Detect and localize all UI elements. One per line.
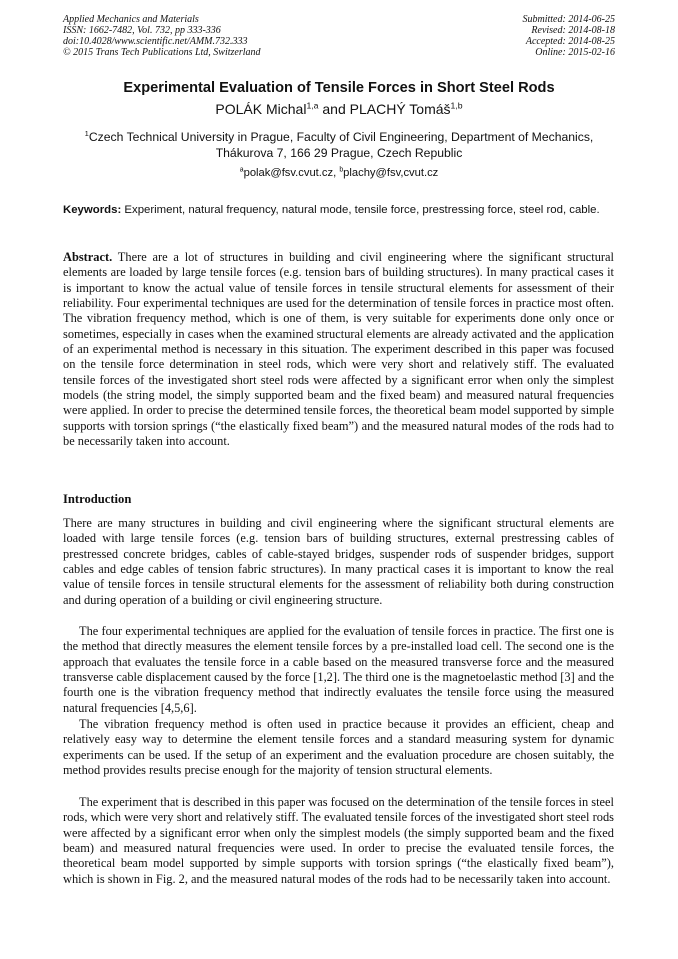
online-date: Online: 2015-02-16	[535, 47, 615, 58]
keywords	[63, 203, 613, 218]
abstract	[63, 250, 614, 449]
issn-line: ISSN: 1662-7482, Vol. 732, pp 333-336	[63, 25, 221, 36]
publication-dates	[523, 14, 616, 58]
keywords-text: Experiment, natural frequency, natural mode, tensile force, prestressing force, steel rod, cable.	[121, 204, 600, 216]
submitted-date: Submitted: 2014-06-25	[522, 14, 615, 25]
intro-paragraph-4: The experiment that is described in this paper was focused on the determination of the tensile forces in steel rods, which were very short and relatively stiff. The evaluated tensile forces of the investigated short steel rods were affected by a significant error when only the simplest models (the simply supported beam and the fixed beam) and measured natural frequencies were used. In order to precise the evaluated tensile forces, the theoretical beam model supported by simple supports with torsion springs (“the elastically fixed beam”), which is shown in Fig. 2, and the measured natural modes of the rods had to be necessarily taken into account.	[63, 795, 614, 886]
section-heading-introduction: Introduction	[63, 492, 132, 506]
keywords-label: Keywords:	[63, 204, 122, 216]
abstract-label: Abstract.	[63, 250, 113, 264]
accepted-date: Accepted: 2014-08-25	[525, 36, 615, 47]
email-b: plachy@fsv,cvut.cz	[343, 167, 439, 179]
affiliation-mark: 1	[84, 128, 89, 138]
author-1: POLÁK Michal	[215, 101, 307, 117]
journal-info	[63, 14, 261, 58]
email-mark-a: a	[239, 166, 244, 174]
journal-name: Applied Mechanics and Materials	[63, 14, 199, 25]
paper-title: Experimental Evaluation of Tensile Forces in Short Steel Rods	[123, 80, 555, 96]
intro-paragraph-1: There are many structures in building and civil engineering where the significant structural elements are loaded with large tensile forces (e.g. tension bars of building structures, external prestressing cables of prestressed concrete bridges, cables of cable-stayed bridges, suspender rods of suspender bridges, support cables and edge cables of tension fabric structures). In many practical cases it is important to know the real value of tensile forces in tensile structural elements for the assessment of reliability both during construction and during operation of a building or civil engineering structure.	[63, 516, 614, 607]
intro-paragraph-2: The four experimental techniques are applied for the evaluation of tensile forces in practice. The first one is the method that directly measures the element tensile forces by a pre-installed load cell. The second one is the approach that evaluates the tensile force in a cable based on the measured transverse force and the measured transverse cable displacement caused by the force [1,2]. The third one is the magnetoelastic method [3] and the fourth one is the vibration frequency method that indirectly evaluates the tensile force using the measured natural frequencies [4,5,6].	[63, 624, 614, 715]
abstract-text: There are a lot of structures in building and civil engineering where the significant structural elements are loaded by large tensile forces (e.g. tension bars of building structures). In many practical cases it is important to know the actual value of tensile forces in tensile structural elements for assessment of their reliability. Four experimental techniques are used for the determination of tensile forces in practice most often. The vibration frequency method, which is one of them, is very suitable for experiments done only once or sometimes, especially in cases when the examined structural elements are already activated and the application of an experimental method is necessary in this situation. The experiment described in this paper was focused on the tensile force determination in steel rods, which were very short and relatively stiff. The evaluated tensile forces of the investigated short steel rods were affected by a significant error when only the simplest models (the string model, the simply supported beam and the fixed beam) and measured natural frequencies were applied. In order to precise the determined tensile forces, the theoretical beam model supported by simple supports with torsion springs (“the elastically fixed beam”) and the measured natural modes of the rods had to be necessarily taken into account.	[63, 250, 614, 449]
affiliation	[60, 129, 618, 161]
email-mark-b: b	[339, 166, 344, 174]
affiliation-line-1: Czech Technical University in Prague, Faculty of Civil Engineering, Department of Mechanics,	[88, 130, 594, 144]
author-2-affiliation-mark: 1,b	[450, 100, 463, 111]
copyright-line: © 2015 Trans Tech Publications Ltd, Switzerland	[63, 47, 261, 58]
author-emails	[0, 167, 678, 179]
affiliation-line-2: Thákurova 7, 166 29 Prague, Czech Republic	[215, 146, 463, 160]
author-line	[0, 101, 678, 117]
doi-line: doi:10.4028/www.scientific.net/AMM.732.333	[63, 36, 248, 47]
email-a: polak@fsv.cvut.cz,	[243, 167, 340, 179]
intro-paragraph-3: The vibration frequency method is often used in practice because it provides an efficient, cheap and relatively easy way to determine the element tensile forces and a standard measuring system for dynamic experiments can be used. If the setup of an experiment and the evaluation procedure are chosen suitably, the method provides results precise enough for the majority of tension structural elements.	[63, 717, 614, 778]
author-2: PLACHÝ Tomáš	[349, 101, 451, 117]
author-joiner: and	[318, 101, 350, 117]
author-1-affiliation-mark: 1,a	[306, 100, 319, 111]
revised-date: Revised: 2014-08-18	[531, 25, 615, 36]
